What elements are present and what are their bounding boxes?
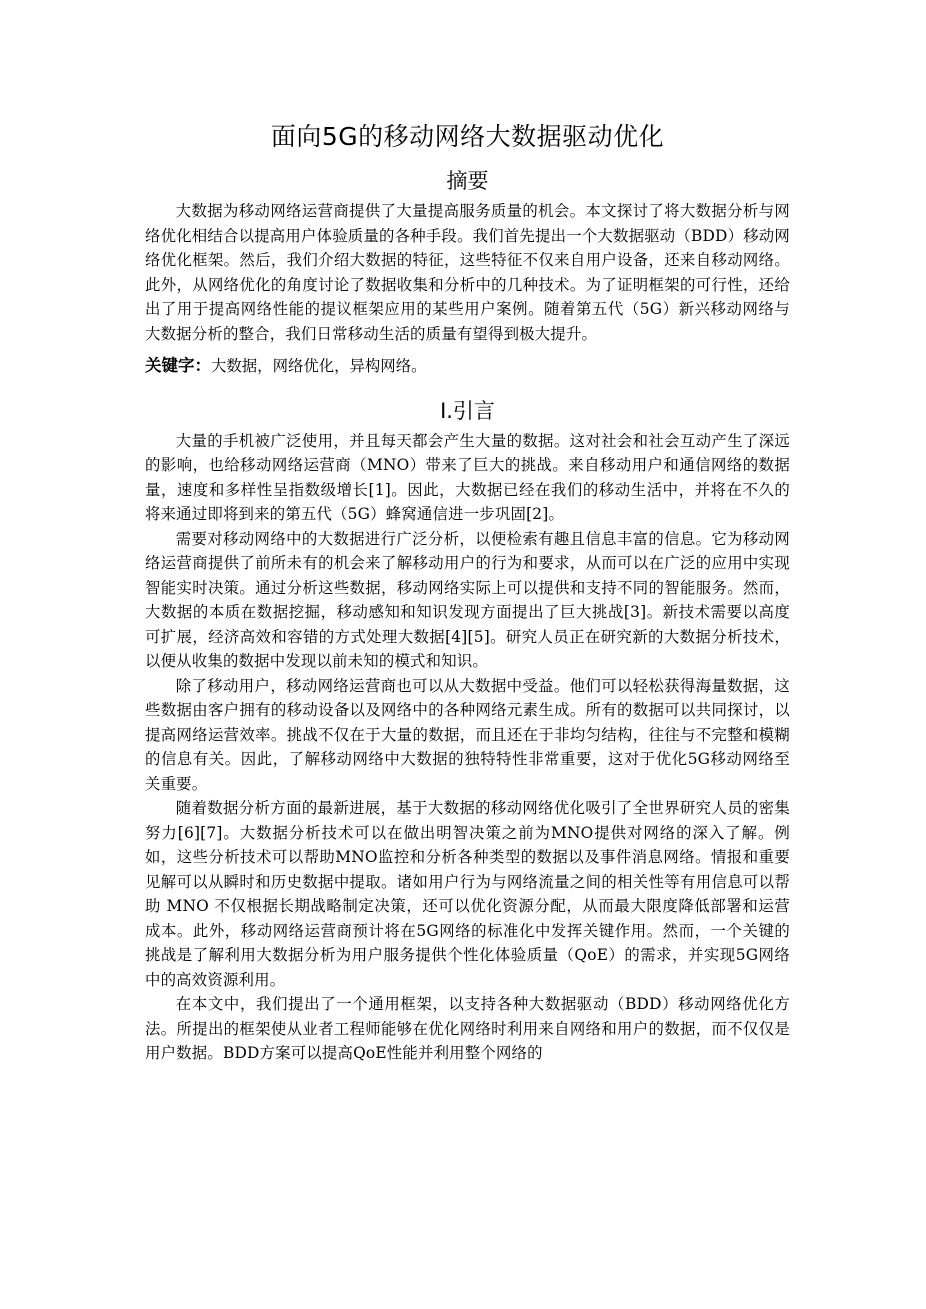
body-paragraph: 除了移动用户，移动网络运营商也可以从大数据中受益。他们可以轻松获得海量数据，这些数据由客户拥有的移动设备以及网络中的各种网络元素生成。所有的数据可以共同探讨，以提高网络运营效率。挑战不仅在于大量的数据，而且还在于非均匀结构，往往与不完整和模糊的信息有关。因此，了解移动网络中大数据的独特特性非常重要，这对于优化5G移动网络至关重要。 <box>145 676 790 793</box>
keywords-text: 大数据，网络优化，异构网络。 <box>211 357 427 375</box>
body-paragraph: 大量的手机被广泛使用，并且每天都会产生大量的数据。这对社会和社会互动产生了深远的影响，也给移动网络运营商（MNO）带来了巨大的挑战。来自移动用户和通信网络的数据量，速度和多样性呈指数级增长[1]。因此，大数据已经在我们的移动生活中，并将在不久的将来通过即将到来的第五代（5G）蜂窝通信进一步巩固[2]。 <box>145 431 790 523</box>
keywords-label: 关键字： <box>145 356 211 375</box>
body-paragraph: 需要对移动网络中的大数据进行广泛分析，以便检索有趣且信息丰富的信息。它为移动网络运营商提供了前所未有的机会来了解移动用户的行为和要求，从而可以在广泛的应用中实现智能实时决策。通过分析这些数据，移动网络实际上可以提供和支持不同的智能服务。然而，大数据的本质在数据挖掘，移动感知和知识发现方面提出了巨大挑战[3]。新技术需要以高度可扩展，经济高效和容错的方式处理大数据[4][5]。研究人员正在研究新的大数据分析技术，以便从收集的数据中发现以前未知的模式和知识。 <box>145 529 790 670</box>
keywords-line <box>145 354 790 379</box>
document-page <box>145 118 790 1066</box>
section-introduction <box>145 395 790 1066</box>
document-title: 面向5G的移动网络大数据驱动优化 <box>270 122 665 151</box>
body-paragraph: 随着数据分析方面的最新进展，基于大数据的移动网络优化吸引了全世界研究人员的密集努力[6][7]。大数据分析技术可以在做出明智决策之前为MNO提供对网络的深入了解。例如，这些分析技术可以帮助MNO监控和分析各种类型的数据以及事件消息网络。情报和重要见解可以从瞬时和历史数据中提取。诸如用户行为与网络流量之间的相关性等有用信息可以帮助 MNO 不仅根据长期战略制定决策，还可以优化资源分配，从而最大限度降低部署和运营成本。此外，移动网络运营商预计将在5G网络的标准化中发挥关键作用。然而，一个关键的挑战是了解利用大数据分析为用户服务提供个性化体验质量（QoE）的需求，并实现5G网络中的高效资源利用。 <box>145 799 790 989</box>
abstract-paragraph: 大数据为移动网络运营商提供了大量提高服务质量的机会。本文探讨了将大数据分析与网络优化相结合以提高用户体验质量的各种手段。我们首先提出一个大数据驱动（BDD）移动网络优化框架。然后，我们介绍大数据的特征，这些特征不仅来自用户设备，还来自移动网络。此外，从网络优化的角度讨论了数据收集和分析中的几种技术。为了证明框架的可行性，还给出了用于提高网络性能的提议框架应用的某些用户案例。随着第五代（5G）新兴移动网络与大数据分析的整合，我们日常移动生活的质量有望得到极大提升。 <box>145 202 790 343</box>
abstract-heading: 摘要 <box>446 169 489 193</box>
body-paragraph: 在本文中，我们提出了一个通用框架，以支持各种大数据驱动（BDD）移动网络优化方法。所提出的框架使从业者工程师能够在优化网络时利用来自网络和用户的数据，而不仅仅是用户数据。BDD方案可以提高QoE性能并利用整个网络的 <box>145 995 790 1062</box>
section-heading-introduction: I.引言 <box>440 398 495 423</box>
abstract-section <box>145 165 790 346</box>
